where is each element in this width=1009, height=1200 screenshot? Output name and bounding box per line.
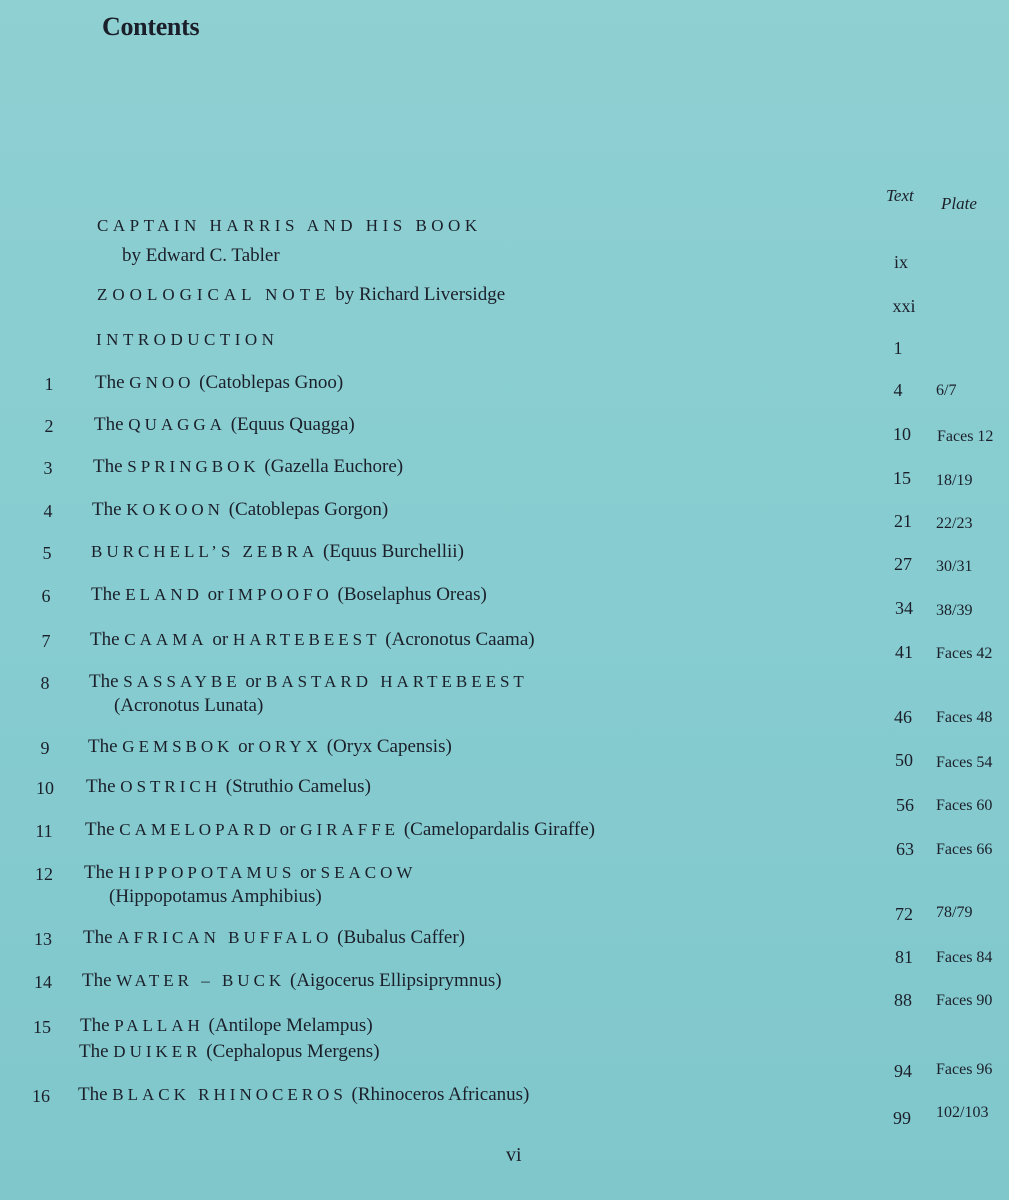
entry-article: The bbox=[83, 927, 113, 948]
entry-article: The bbox=[93, 456, 123, 477]
entry-title-line bbox=[93, 456, 403, 478]
plate-page: Faces 12 bbox=[937, 428, 994, 445]
toc-entry bbox=[0, 499, 1009, 532]
toc-entry bbox=[0, 372, 1009, 402]
entry-article: The bbox=[84, 862, 114, 883]
entry-title-line bbox=[84, 862, 416, 884]
entry-common-name: AFRICAN BUFFALO bbox=[117, 928, 333, 947]
entry-title-line-2 bbox=[79, 1041, 380, 1063]
entry-or: or bbox=[207, 584, 224, 605]
text-page: xxi bbox=[892, 296, 916, 316]
toc-entry bbox=[0, 671, 1009, 727]
entry-alt-name: IMPOOFO bbox=[228, 585, 333, 604]
entry-common-name: CAMELOPARD bbox=[119, 820, 275, 839]
text-page: ix bbox=[893, 252, 908, 272]
text-page: 21 bbox=[894, 511, 912, 531]
toc-entry bbox=[0, 584, 1009, 619]
entry-title: CAPTAIN HARRIS AND HIS BOOK bbox=[97, 216, 482, 235]
entry-common-name: QUAGGA bbox=[128, 415, 226, 434]
page-title: Contents bbox=[102, 12, 200, 41]
toc-entry bbox=[0, 970, 1009, 1010]
entry-article: The bbox=[94, 414, 124, 435]
entry-latin-name: (Struthio Camelus) bbox=[225, 776, 371, 797]
plate-page: Faces 54 bbox=[936, 754, 993, 771]
text-page: 10 bbox=[893, 424, 911, 444]
entry-latin-name: (Boselaphus Oreas) bbox=[337, 584, 487, 605]
text-page: 81 bbox=[895, 947, 913, 967]
entry-latin-name: (Catoblepas Gnoo) bbox=[199, 372, 344, 393]
entry-latin-name: (Gazella Euchore) bbox=[264, 456, 404, 477]
entry-latin-name: (Camelopardalis Giraffe) bbox=[403, 819, 595, 840]
text-page: 50 bbox=[895, 750, 913, 770]
entry-latin-name: (Equus Burchellii) bbox=[323, 541, 464, 562]
entry-number: 15 bbox=[33, 1017, 51, 1037]
text-page: 99 bbox=[893, 1108, 911, 1128]
entry-alt-name: GIRAFFE bbox=[300, 820, 400, 839]
text-page: 46 bbox=[894, 707, 912, 727]
entry-article: The bbox=[82, 970, 112, 991]
text-page: 72 bbox=[895, 904, 913, 924]
entry-common-name: OSTRICH bbox=[120, 777, 222, 796]
entry-number: 14 bbox=[34, 972, 52, 992]
entry-title-line bbox=[80, 1015, 373, 1037]
entry-latin-name: (Acronotus Lunata) bbox=[114, 695, 264, 716]
entry-title-line bbox=[85, 819, 595, 841]
toc-entry bbox=[0, 927, 1009, 967]
entry-common-name: KOKOON bbox=[126, 500, 224, 519]
entry-title-line bbox=[88, 736, 452, 758]
entry-title-line bbox=[83, 927, 465, 949]
toc-entry-introduction bbox=[0, 330, 1009, 360]
entry-alt-name: HARTEBEEST bbox=[232, 630, 381, 649]
entry-or: or bbox=[245, 671, 262, 692]
entry-title: INTRODUCTION bbox=[96, 330, 279, 349]
entry-title-line bbox=[82, 970, 502, 992]
entry-title-line bbox=[92, 499, 388, 521]
plate-page: Faces 48 bbox=[936, 709, 993, 726]
entry-number: 5 bbox=[42, 543, 52, 563]
entry-common-name: CAAMA bbox=[124, 630, 208, 649]
entry-or: or bbox=[279, 819, 296, 840]
entry-title: ZOOLOGICAL NOTE bbox=[97, 285, 331, 304]
plate-page: 6/7 bbox=[936, 382, 957, 399]
entry-latin-name: (Bubalus Caffer) bbox=[337, 927, 465, 948]
entry-common-name: GEMSBOK bbox=[122, 737, 234, 756]
toc-entry bbox=[0, 776, 1009, 815]
entry-alt-name: SEACOW bbox=[320, 863, 417, 882]
text-page: 88 bbox=[894, 990, 912, 1010]
toc-entry bbox=[0, 629, 1009, 662]
entry-article: The bbox=[89, 671, 119, 692]
entry-byline: by Edward C. Tabler bbox=[122, 245, 280, 266]
text-page: 15 bbox=[893, 468, 911, 488]
entry-title-line bbox=[78, 1084, 529, 1106]
entry-common-name: ELAND bbox=[125, 585, 203, 604]
entry-number: 2 bbox=[44, 416, 54, 436]
entry-common-name: DUIKER bbox=[113, 1042, 202, 1061]
entry-number: 11 bbox=[35, 821, 53, 841]
entry-common-name: GNOO bbox=[129, 373, 195, 392]
entry-number: 7 bbox=[41, 631, 51, 651]
text-page: 27 bbox=[894, 554, 912, 574]
entry-number: 1 bbox=[44, 374, 54, 394]
toc-entry bbox=[0, 1015, 1009, 1081]
plate-page: Faces 60 bbox=[936, 797, 993, 814]
entry-number: 3 bbox=[43, 458, 53, 478]
entry-common-name: SASSAYBE bbox=[123, 672, 241, 691]
entry-alt-name: ORYX bbox=[258, 737, 322, 756]
entry-number: 13 bbox=[34, 929, 52, 949]
toc-entry-zoological-note bbox=[0, 284, 1009, 314]
plate-page: Faces 96 bbox=[936, 1061, 993, 1078]
entry-number: 4 bbox=[43, 501, 53, 521]
entry-number: 12 bbox=[35, 864, 53, 884]
entry-latin-name: (Acronotus Caama) bbox=[385, 629, 535, 650]
entry-article: The bbox=[85, 819, 115, 840]
entry-article: The bbox=[88, 736, 118, 757]
text-page: 4 bbox=[893, 380, 903, 400]
entry-title-line bbox=[89, 671, 528, 693]
entry-latin-name: (Antilope Melampus) bbox=[208, 1015, 373, 1036]
toc-entry-captain-harris bbox=[0, 212, 1009, 272]
toc-entry bbox=[0, 456, 1009, 489]
entry-article: The bbox=[95, 372, 125, 393]
entry-or: or bbox=[212, 629, 229, 650]
entry-common-name: HIPPOPOTAMUS bbox=[118, 863, 296, 882]
entry-latin-name: (Rhinoceros Africanus) bbox=[351, 1084, 530, 1105]
plate-page: 30/31 bbox=[936, 558, 973, 575]
text-page: 1 bbox=[893, 338, 903, 358]
text-page: 94 bbox=[894, 1061, 912, 1081]
toc-entry bbox=[0, 1084, 1009, 1128]
entry-number: 10 bbox=[36, 778, 54, 798]
entry-number: 8 bbox=[40, 673, 50, 693]
entry-title-line bbox=[91, 541, 464, 563]
column-header-plate: Plate bbox=[941, 194, 977, 213]
text-page: 63 bbox=[896, 839, 914, 859]
entry-title-line bbox=[94, 414, 355, 436]
toc-entry bbox=[0, 736, 1009, 771]
entry-title-line bbox=[90, 629, 535, 651]
entry-common-name: PALLAH bbox=[114, 1016, 204, 1035]
entry-common-name: BLACK RHINOCEROS bbox=[112, 1085, 347, 1104]
plate-page: Faces 90 bbox=[936, 992, 993, 1009]
entry-title-line bbox=[97, 284, 505, 306]
column-header-text: Text bbox=[886, 186, 914, 205]
plate-page: 78/79 bbox=[936, 904, 973, 921]
plate-page: 102/103 bbox=[936, 1104, 989, 1121]
toc-entry bbox=[0, 541, 1009, 575]
entry-article: The bbox=[78, 1084, 108, 1105]
entry-number: 9 bbox=[40, 738, 50, 758]
entry-article: The bbox=[80, 1015, 110, 1036]
entry-common-name: BURCHELL’S ZEBRA bbox=[91, 542, 319, 561]
entry-or: or bbox=[300, 862, 316, 883]
entry-latin-name: (Hippopotamus Amphibius) bbox=[109, 886, 322, 907]
entry-latin-name: (Aigocerus Ellipsiprymnus) bbox=[289, 970, 502, 991]
entry-latin-name: (Catoblepas Gorgon) bbox=[228, 499, 389, 520]
toc-entry bbox=[0, 862, 1009, 924]
entry-article: The bbox=[86, 776, 116, 797]
entry-common-name: SPRINGBOK bbox=[127, 457, 260, 476]
plate-page: 22/23 bbox=[936, 515, 973, 532]
text-page: 41 bbox=[895, 642, 913, 662]
entry-title-line bbox=[86, 776, 371, 798]
entry-alt-name: BASTARD HARTEBEEST bbox=[265, 672, 528, 691]
text-page: 34 bbox=[895, 598, 913, 618]
entry-latin-name: (Equus Quagga) bbox=[230, 414, 355, 435]
entry-number: 16 bbox=[32, 1086, 50, 1106]
plate-page: Faces 66 bbox=[936, 841, 993, 858]
entry-title-line bbox=[95, 372, 343, 394]
entry-byline: by Richard Liversidge bbox=[335, 284, 506, 305]
page-number: vi bbox=[506, 1144, 522, 1166]
plate-page: 38/39 bbox=[936, 602, 973, 619]
entry-number: 6 bbox=[41, 586, 51, 606]
entry-title-line bbox=[91, 584, 487, 606]
entry-common-name: WATER – BUCK bbox=[116, 971, 286, 990]
entry-article: The bbox=[92, 499, 122, 520]
plate-page: 18/19 bbox=[936, 472, 973, 489]
entry-article: The bbox=[91, 584, 121, 605]
plate-page: Faces 42 bbox=[936, 645, 993, 662]
toc-entry bbox=[0, 414, 1009, 444]
entry-or: or bbox=[238, 736, 254, 757]
entry-article: The bbox=[90, 629, 120, 650]
entry-latin-name: (Oryx Capensis) bbox=[326, 736, 452, 757]
entry-latin-name: (Cephalopus Mergens) bbox=[206, 1041, 380, 1062]
text-page: 56 bbox=[896, 795, 914, 815]
plate-page: Faces 84 bbox=[936, 949, 993, 966]
toc-entry bbox=[0, 819, 1009, 859]
entry-article: The bbox=[79, 1041, 109, 1062]
